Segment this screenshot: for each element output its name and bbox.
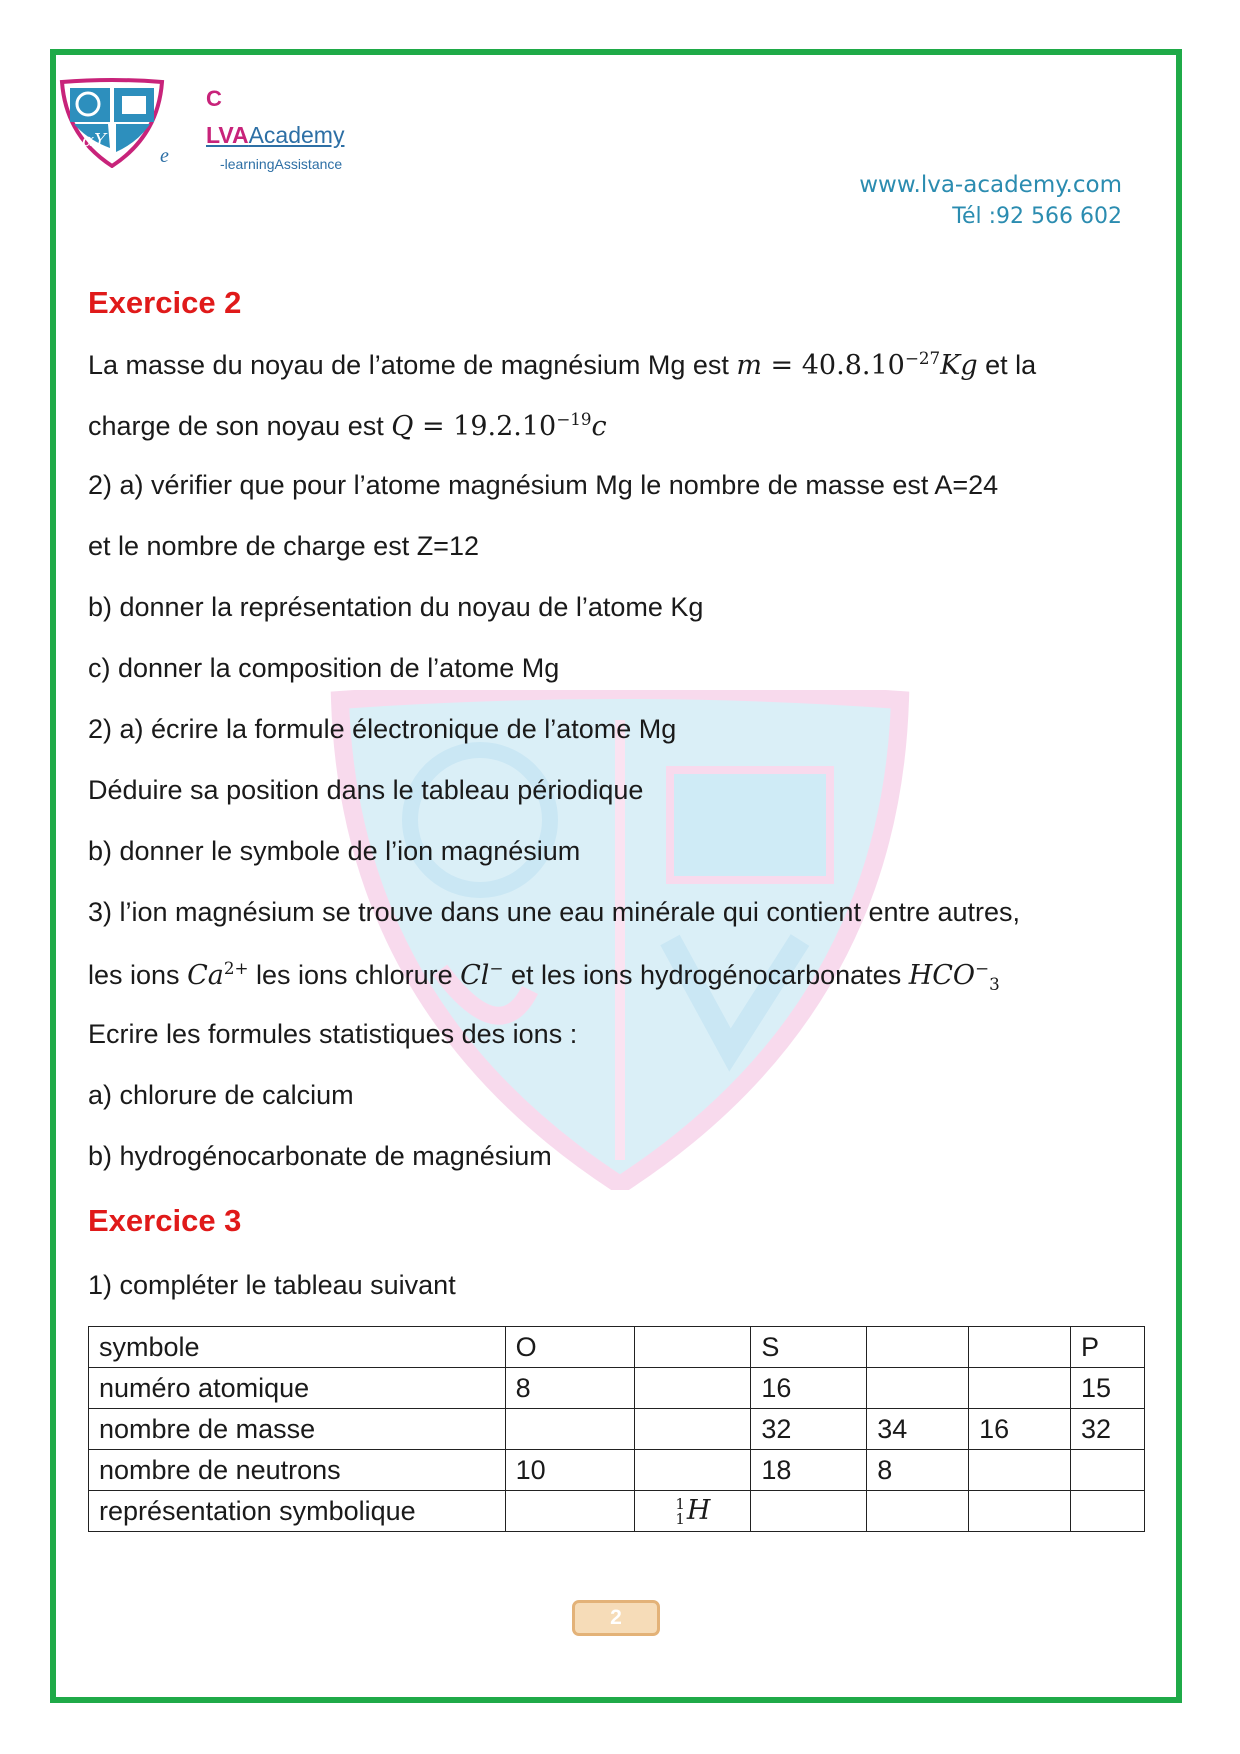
- exercise-3-title: Exercice 3: [88, 1203, 242, 1238]
- table-cell: [969, 1491, 1071, 1532]
- academy-name-suffix: Academy: [248, 122, 345, 148]
- table-cell: O: [505, 1327, 635, 1368]
- table-row: [89, 1368, 1145, 1409]
- hydrogen-numbers: 1 1: [675, 1494, 685, 1528]
- table-cell: [751, 1491, 867, 1532]
- ex2-question-3: 3) l’ion magnésium se trouve dans une eau minérale qui contient entre autres,: [88, 897, 1021, 927]
- table-row: [89, 1409, 1145, 1450]
- table-cell: [969, 1368, 1071, 1409]
- table-cell: [867, 1327, 969, 1368]
- ex2-line-2: charge de son noyau est $Q = 19.2.10^{-19}c$: [88, 409, 607, 442]
- table-cell: [635, 1450, 751, 1491]
- table-cell: S: [751, 1327, 867, 1368]
- table-row: [89, 1327, 1145, 1368]
- table-cell: 16: [751, 1368, 867, 1409]
- table-cell: 34: [867, 1409, 969, 1450]
- row-label: nombre de masse: [89, 1409, 506, 1450]
- academy-name: [206, 122, 344, 149]
- table-cell: 15: [1071, 1368, 1145, 1409]
- table-row: [89, 1491, 1145, 1532]
- table-cell: [505, 1409, 635, 1450]
- hydrogen-symbol: H: [686, 1495, 711, 1527]
- table-row: [89, 1450, 1145, 1491]
- table-cell: [635, 1327, 751, 1368]
- ex2-question-3b: b) hydrogénocarbonate de magnésium: [88, 1141, 552, 1171]
- academy-subtitle: -learningAssistance: [220, 156, 343, 172]
- ex2-question-3-instruction: Ecrire les formules statistiques des ions :: [88, 1019, 578, 1049]
- table-cell: 8: [867, 1450, 969, 1491]
- table-cell: [635, 1409, 751, 1450]
- logo-e-letter: e: [160, 145, 169, 167]
- row-label: numéro atomique: [89, 1368, 506, 1409]
- table-cell: 16: [969, 1409, 1071, 1450]
- ex2-question-3a: a) chlorure de calcium: [88, 1080, 354, 1110]
- watermark-logo: [330, 690, 910, 1190]
- table-cell: 10: [505, 1450, 635, 1491]
- table-cell: [1071, 1491, 1145, 1532]
- ex2-line-1: La masse du noyau de l’atome de magnésium Mg est $m = 40.8.10^{-27}Kg$ et la: [88, 348, 1037, 381]
- svg-text:αY: αY: [82, 130, 107, 151]
- table-cell: [635, 1368, 751, 1409]
- website-link[interactable]: www.lva-academy.com: [859, 172, 1122, 198]
- ex2-question-2a-second: 2) a) écrire la formule électronique de l’atome Mg: [88, 714, 677, 744]
- table-cell: [505, 1491, 635, 1532]
- exercise-2-title: Exercice 2: [88, 285, 242, 320]
- ex2-question-2a-second-cont: Déduire sa position dans le tableau périodique: [88, 775, 644, 805]
- table-cell: P: [1071, 1327, 1145, 1368]
- table-cell: 18: [751, 1450, 867, 1491]
- ex2-question-2b: b) donner la représentation du noyau de l’atome Kg: [88, 592, 704, 622]
- academy-logo: [58, 78, 166, 168]
- hydrogen-notation-cell: [635, 1491, 751, 1532]
- table-cell: [969, 1327, 1071, 1368]
- table-cell: 32: [1071, 1409, 1145, 1450]
- table-cell: [867, 1368, 969, 1409]
- ex2-question-2c: c) donner la composition de l’atome Mg: [88, 653, 560, 683]
- row-label: représentation symbolique: [89, 1491, 506, 1532]
- ex2-question-2a-cont: et le nombre de charge est Z=12: [88, 531, 479, 561]
- table-cell: [1071, 1450, 1145, 1491]
- table-cell: [969, 1450, 1071, 1491]
- ex2-question-3-ions: les ions $Ca^{2+}$ les ions chlorure Cl− et les ions hydrogénocarbonates $HCO^-_3$: [88, 958, 1000, 994]
- table-cell: 8: [505, 1368, 635, 1409]
- contact-block: [859, 172, 1122, 229]
- table-cell: [867, 1491, 969, 1532]
- ex3-question-1: 1) compléter le tableau suivant: [88, 1270, 456, 1300]
- row-label: nombre de neutrons: [89, 1450, 506, 1491]
- phone-number: Tél :92 566 602: [952, 204, 1122, 229]
- row-label: symbole: [89, 1327, 506, 1368]
- academy-name-prefix: LVA: [206, 122, 249, 148]
- page-number-badge: 2: [572, 1600, 660, 1636]
- ex2-question-2a: 2) a) vérifier que pour l’atome magnésium Mg le nombre de masse est A=24: [88, 470, 999, 500]
- table-cell: 32: [751, 1409, 867, 1450]
- ex2-question-2b-second: b) donner le symbole de l’ion magnésium: [88, 836, 581, 866]
- elements-table: [88, 1326, 1145, 1532]
- logo-c-letter: C: [206, 86, 222, 111]
